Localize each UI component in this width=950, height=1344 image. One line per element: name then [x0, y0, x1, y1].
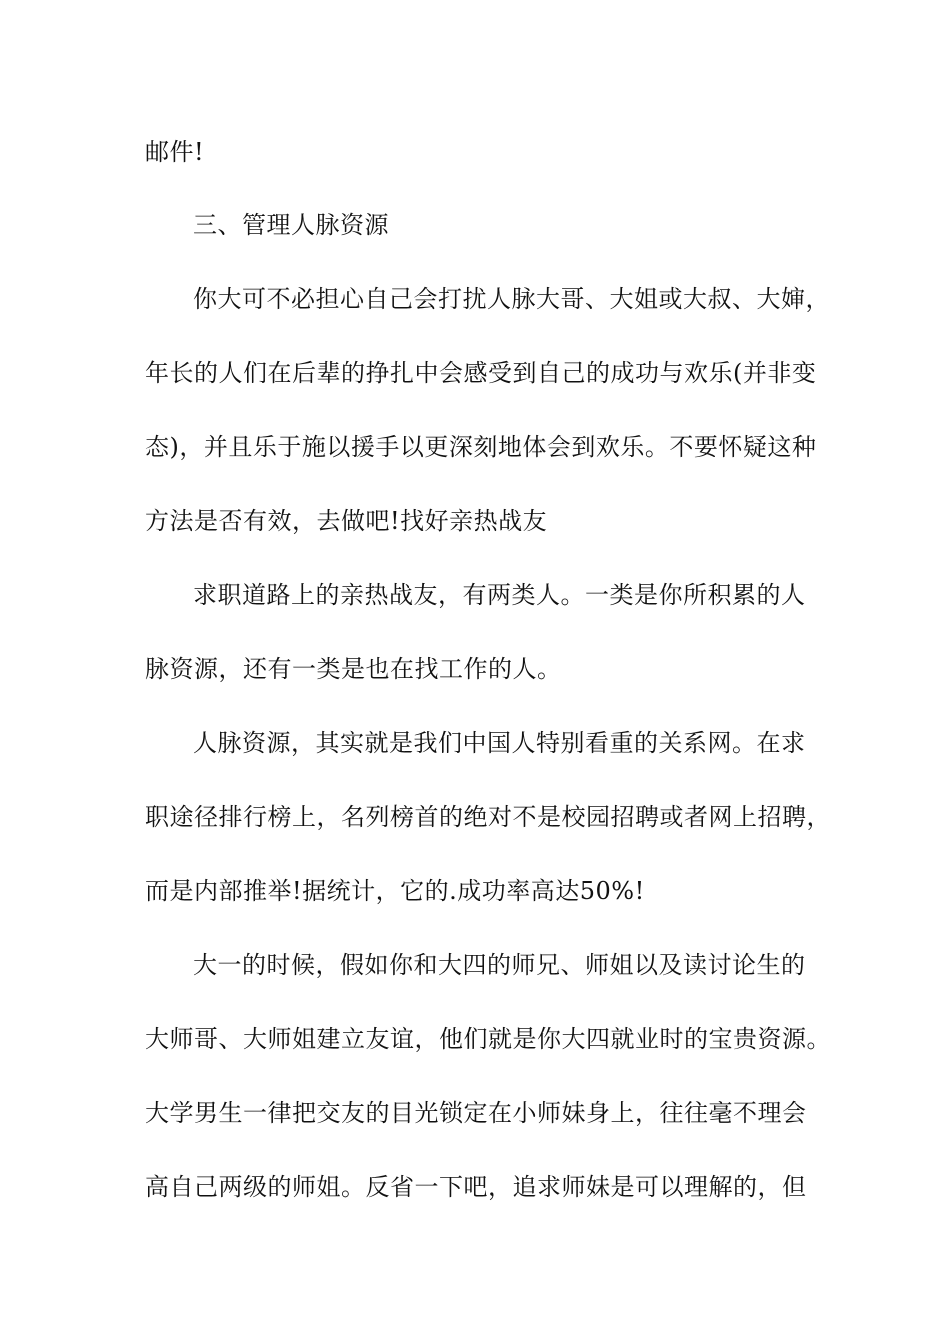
- text-line-11: 而是内部推举!据统计，它的.成功率高达50%!: [145, 877, 645, 905]
- text-line-8: 脉资源，还有一类是也在找工作的人。: [145, 655, 562, 683]
- text-line-9: 人脉资源，其实就是我们中国人特别看重的关系网。在求: [193, 729, 806, 757]
- text-line-7: 求职道路上的亲热战友，有两类人。一类是你所积累的人: [193, 581, 806, 609]
- text-line-13: 大师哥、大师姐建立友谊，他们就是你大四就业时的宝贵资源。: [145, 1025, 831, 1053]
- text-line-6: 方法是否有效，去做吧!找好亲热战友: [145, 507, 548, 535]
- text-line-5: 态)，并且乐于施以援手以更深刻地体会到欢乐。不要怀疑这种: [145, 433, 817, 461]
- text-line-4: 年长的人们在后辈的挣扎中会感受到自己的成功与欢乐(并非变: [145, 359, 817, 387]
- text-line-3: 你大可不必担心自己会打扰人脉大哥、大姐或大叔、大婶，: [193, 285, 830, 313]
- text-line-15: 高自己两级的师姐。反省一下吧，追求师妹是可以理解的，但: [145, 1173, 807, 1201]
- text-line-10: 职途径排行榜上，名列榜首的绝对不是校园招聘或者网上招聘，: [145, 803, 831, 831]
- text-line-14: 大学男生一律把交友的目光锁定在小师妹身上，往往毫不理会: [145, 1099, 807, 1127]
- section-heading: 三、管理人脉资源: [193, 211, 389, 239]
- text-line-1: 邮件!: [145, 138, 205, 166]
- text-line-12: 大一的时候，假如你和大四的师兄、师姐以及读讨论生的: [193, 951, 806, 979]
